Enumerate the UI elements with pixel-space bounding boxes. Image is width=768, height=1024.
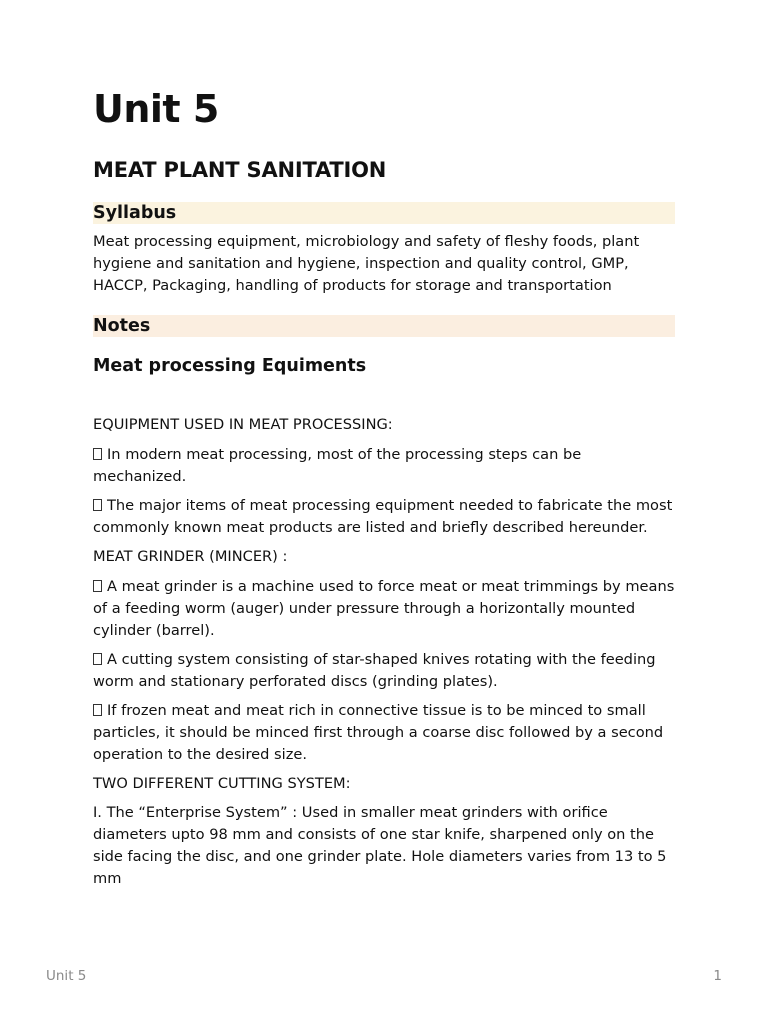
paragraph-text: The major items of meat processing equipment needed to fabricate the most commonly known meat products are listed and briefly described hereunder. [93,497,673,536]
bullet-box-icon [93,704,102,716]
footer-unit-label: Unit 5 [46,968,87,984]
paragraph-text: A cutting system consisting of star-shaped knives rotating with the feeding worm and stationary perforated discs (grinding plates). [93,651,656,690]
bullet-box-icon [93,499,102,511]
bullet-box-icon [93,448,102,460]
section-subheading: Meat processing Equiments [93,356,367,376]
paragraph-text: If frozen meat and meat rich in connective tissue is to be minced to small particles, it should be minced first through a coarse disc followed by a second operation to the desired size. [93,702,664,763]
syllabus-text: Meat processing equipment, microbiology and safety of fleshy foods, plant hygiene and sanitation and hygiene, inspection and quality control, GMP, HACCP, Packaging, handling of products for storage and transportation [93,233,640,294]
footer-page-number: 1 [713,968,722,984]
equipment-heading: EQUIPMENT USED IN MEAT PROCESSING: [93,416,393,433]
enterprise-system-paragraph: I. The “Enterprise System” : Used in smaller meat grinders with orifice diameters upto 98 mm and consists of one star knife, sharpened only on the side facing the disc, and one grinder plate. Hole diameters varies from 13 to 5 mm [93,804,667,887]
grinder-heading: MEAT GRINDER (MINCER) : [93,548,288,565]
cutting-system-heading: TWO DIFFERENT CUTTING SYSTEM: [93,775,351,792]
bullet-box-icon [93,580,102,592]
bullet-paragraph [93,576,675,642]
bullet-box-icon [93,653,102,665]
syllabus-heading: Syllabus [93,202,675,224]
bullet-paragraph [93,700,675,766]
notes-heading: Notes [93,315,675,337]
paragraph-text: A meat grinder is a machine used to force meat or meat trimmings by means of a feeding worm (auger) under pressure through a horizontally mounted cylinder (barrel). [93,578,675,639]
unit-title: Unit 5 [93,87,219,131]
bullet-paragraph [93,444,675,488]
bullet-paragraph [93,649,675,693]
paragraph-text: In modern meat processing, most of the processing steps can be mechanized. [93,446,582,485]
bullet-paragraph [93,495,675,539]
chapter-title: MEAT PLANT SANITATION [93,158,387,182]
